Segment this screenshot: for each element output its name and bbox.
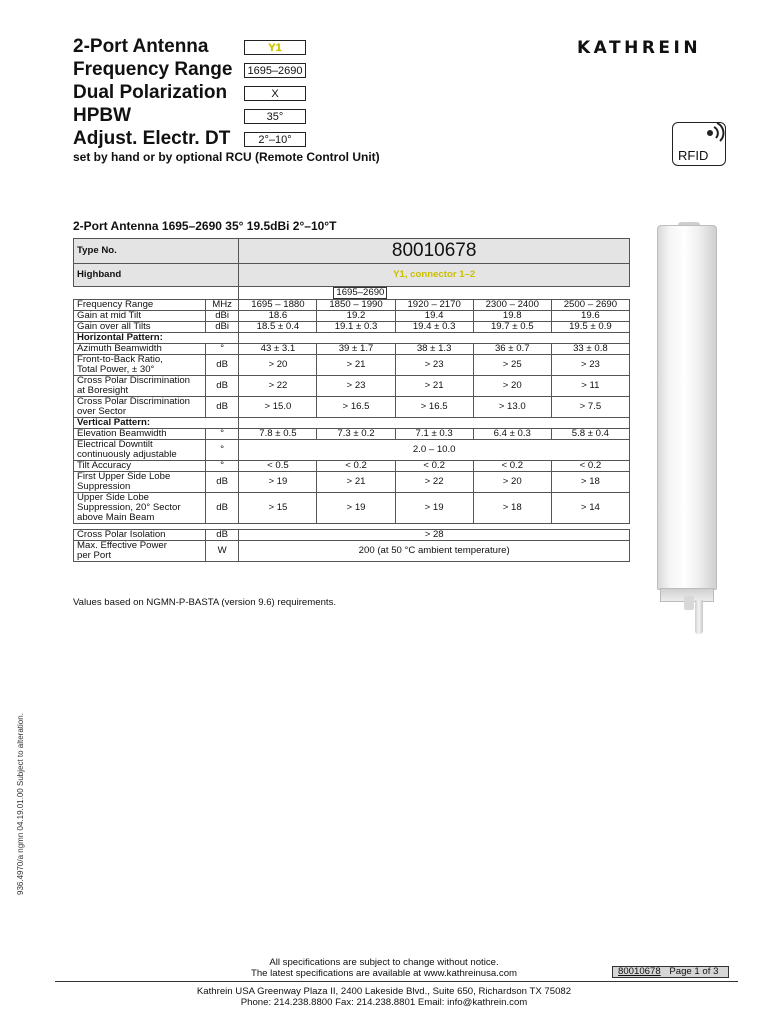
table-row xyxy=(74,311,630,322)
table-row xyxy=(74,493,630,524)
row-value: > 25 xyxy=(473,355,551,376)
table-row xyxy=(74,461,630,472)
table-row xyxy=(74,541,630,562)
row-value: < 0.2 xyxy=(395,461,473,472)
row-unit: dBi xyxy=(205,322,238,333)
rfid-label: RFID xyxy=(678,148,709,163)
row-unit: W xyxy=(205,541,238,562)
row-value: > 11 xyxy=(551,376,629,397)
row-value: < 0.2 xyxy=(473,461,551,472)
range-box: 1695–2690 xyxy=(333,287,387,299)
row-label: Frequency Range xyxy=(74,300,206,311)
table-row xyxy=(74,322,630,333)
band-label: Highband xyxy=(74,264,239,287)
row-value: 19.5 ± 0.9 xyxy=(551,322,629,333)
row-value: > 20 xyxy=(473,472,551,493)
table-row xyxy=(74,472,630,493)
section-heading: Vertical Pattern: xyxy=(74,418,239,429)
row-value: > 22 xyxy=(239,376,317,397)
row-value: 1850 – 1990 xyxy=(317,300,395,311)
row-value: 7.1 ± 0.3 xyxy=(395,429,473,440)
row-unit: ° xyxy=(205,344,238,355)
row-value: 19.2 xyxy=(317,311,395,322)
row-value: 19.1 ± 0.3 xyxy=(317,322,395,333)
header-label-polarization: Dual Polarization xyxy=(73,82,228,103)
row-value: > 20 xyxy=(473,376,551,397)
header-value-hpbw: 35° xyxy=(244,109,306,124)
row-unit: dBi xyxy=(205,311,238,322)
row-value: > 21 xyxy=(395,376,473,397)
row-label: Upper Side Lobe Suppression, 20° Sector above Main Beam xyxy=(74,493,206,524)
values-note: Values based on NGMN-P-BASTA (version 9.6) requirements. xyxy=(73,597,337,608)
row-value: 5.8 ± 0.4 xyxy=(551,429,629,440)
footer-page: Page 1 of 3 xyxy=(669,966,719,977)
page-box xyxy=(612,966,729,978)
row-value: 18.6 xyxy=(239,311,317,322)
row-label: Tilt Accuracy xyxy=(74,461,206,472)
row-value: > 19 xyxy=(395,493,473,524)
row-value: < 0.2 xyxy=(551,461,629,472)
row-value: 19.7 ± 0.5 xyxy=(473,322,551,333)
row-unit: dB xyxy=(205,472,238,493)
row-value: 1920 – 2170 xyxy=(395,300,473,311)
spec-table xyxy=(73,238,630,562)
row-label: Cross Polar Isolation xyxy=(74,530,206,541)
table-row xyxy=(74,418,630,429)
section-empty-cell xyxy=(239,418,630,429)
row-value: 2300 – 2400 xyxy=(473,300,551,311)
row-unit: dB xyxy=(205,397,238,418)
row-value: < 0.2 xyxy=(317,461,395,472)
header-label-hpbw: HPBW xyxy=(73,105,132,126)
row-value: < 0.5 xyxy=(239,461,317,472)
row-unit: dB xyxy=(205,376,238,397)
row-value: 1695 – 1880 xyxy=(239,300,317,311)
row-label: First Upper Side Lobe Suppression xyxy=(74,472,206,493)
header-label-antenna: 2-Port Antenna xyxy=(73,36,209,57)
section-heading: Horizontal Pattern: xyxy=(74,333,239,344)
kathrein-logo: KATHREIN xyxy=(577,38,702,58)
row-value: > 21 xyxy=(317,355,395,376)
row-label: Cross Polar Discrimination over Sector xyxy=(74,397,206,418)
table-row xyxy=(74,300,630,311)
row-label: Gain at mid Tilt xyxy=(74,311,206,322)
type-label: Type No. xyxy=(74,239,239,264)
rfid-icon xyxy=(672,122,726,166)
antenna-rod xyxy=(695,600,703,634)
row-value: > 23 xyxy=(317,376,395,397)
row-value: > 19 xyxy=(239,472,317,493)
header-label-tilt: Adjust. Electr. DT xyxy=(73,128,231,149)
row-value: > 15 xyxy=(239,493,317,524)
row-value: > 15.0 xyxy=(239,397,317,418)
footer-part-number: 80010678 xyxy=(618,966,661,977)
header-label-frequency: Frequency Range xyxy=(73,59,233,80)
row-value: > 16.5 xyxy=(395,397,473,418)
row-value: > 20 xyxy=(239,355,317,376)
row-value: 7.8 ± 0.5 xyxy=(239,429,317,440)
row-value: > 18 xyxy=(551,472,629,493)
row-value: 2500 – 2690 xyxy=(551,300,629,311)
row-label: Elevation Beamwidth xyxy=(74,429,206,440)
row-unit: ° xyxy=(205,461,238,472)
header-note: set by hand or by optional RCU (Remote Control Unit) xyxy=(73,150,380,164)
row-value: 19.8 xyxy=(473,311,551,322)
row-label: Electrical Downtilt continuously adjustable xyxy=(74,440,206,461)
connector-label xyxy=(239,264,630,287)
row-label: Gain over all Tilts xyxy=(74,322,206,333)
footer-line1: All specifications are subject to change without notice. xyxy=(269,957,499,968)
row-value-span: 200 (at 50 °C ambient temperature) xyxy=(239,541,630,562)
row-label: Front-to-Back Ratio, Total Power, ± 30° xyxy=(74,355,206,376)
table-row xyxy=(74,440,630,461)
row-value: 36 ± 0.7 xyxy=(473,344,551,355)
row-value: 19.6 xyxy=(551,311,629,322)
row-value: > 13.0 xyxy=(473,397,551,418)
row-value: 18.5 ± 0.4 xyxy=(239,322,317,333)
footer-contact: Phone: 214.238.8800 Fax: 214.238.8801 Email: info@kathrein.com xyxy=(240,997,528,1008)
row-unit: MHz xyxy=(205,300,238,311)
footer-line2: The latest specifications are available at www.kathreinusa.com xyxy=(250,968,518,979)
antenna-connector xyxy=(684,596,694,610)
row-unit: dB xyxy=(205,355,238,376)
table-row xyxy=(74,429,630,440)
row-unit: dB xyxy=(205,530,238,541)
row-value: > 7.5 xyxy=(551,397,629,418)
row-value: > 23 xyxy=(551,355,629,376)
footer-divider xyxy=(55,981,738,982)
row-value: 19.4 xyxy=(395,311,473,322)
row-unit: ° xyxy=(205,429,238,440)
table-row xyxy=(74,333,630,344)
footer-address: Kathrein USA Greenway Plaza II, 2400 Lakeside Blvd., Suite 650, Richardson TX 75082 xyxy=(196,986,572,997)
row-value: 39 ± 1.7 xyxy=(317,344,395,355)
header-value-polarization: X xyxy=(244,86,306,101)
type-number: 80010678 xyxy=(239,239,630,264)
row-value-span: 2.0 – 10.0 xyxy=(239,440,630,461)
row-value: > 18 xyxy=(473,493,551,524)
row-value: 19.4 ± 0.3 xyxy=(395,322,473,333)
header-value-tilt: 2°–10° xyxy=(244,132,306,147)
row-value: 33 ± 0.8 xyxy=(551,344,629,355)
table-row xyxy=(74,376,630,397)
table-row xyxy=(74,530,630,541)
table-row xyxy=(74,397,630,418)
row-label: Cross Polar Discrimination at Boresight xyxy=(74,376,206,397)
row-value: > 22 xyxy=(395,472,473,493)
row-value: > 21 xyxy=(317,472,395,493)
row-label: Max. Effective Power per Port xyxy=(74,541,206,562)
spacer-cell xyxy=(74,287,239,300)
header-value-frequency: 1695–2690 xyxy=(244,63,306,78)
row-value-span: > 28 xyxy=(239,530,630,541)
connector-text: Y1, connector 1–2 xyxy=(393,269,476,280)
row-value: 38 ± 1.3 xyxy=(395,344,473,355)
section-empty-cell xyxy=(239,333,630,344)
antenna-image xyxy=(657,225,717,590)
row-value: 43 ± 3.1 xyxy=(239,344,317,355)
row-value: > 19 xyxy=(317,493,395,524)
row-value: > 14 xyxy=(551,493,629,524)
side-reference-text: 936.4970/a ngmn 04.19.01.00 Subject to alteration. xyxy=(16,713,25,895)
table-row xyxy=(74,355,630,376)
row-unit: dB xyxy=(205,493,238,524)
product-title: 2-Port Antenna 1695–2690 35° 19.5dBi 2°–10°T xyxy=(73,219,337,233)
row-value: 6.4 ± 0.3 xyxy=(473,429,551,440)
row-unit: ° xyxy=(205,440,238,461)
wireless-waves-icon xyxy=(699,117,729,147)
row-value: > 16.5 xyxy=(317,397,395,418)
row-label: Azimuth Beamwidth xyxy=(74,344,206,355)
row-value: > 23 xyxy=(395,355,473,376)
header-value-antenna: Y1 xyxy=(244,40,306,55)
row-value: 7.3 ± 0.2 xyxy=(317,429,395,440)
range-cell xyxy=(239,287,630,300)
table-row xyxy=(74,344,630,355)
